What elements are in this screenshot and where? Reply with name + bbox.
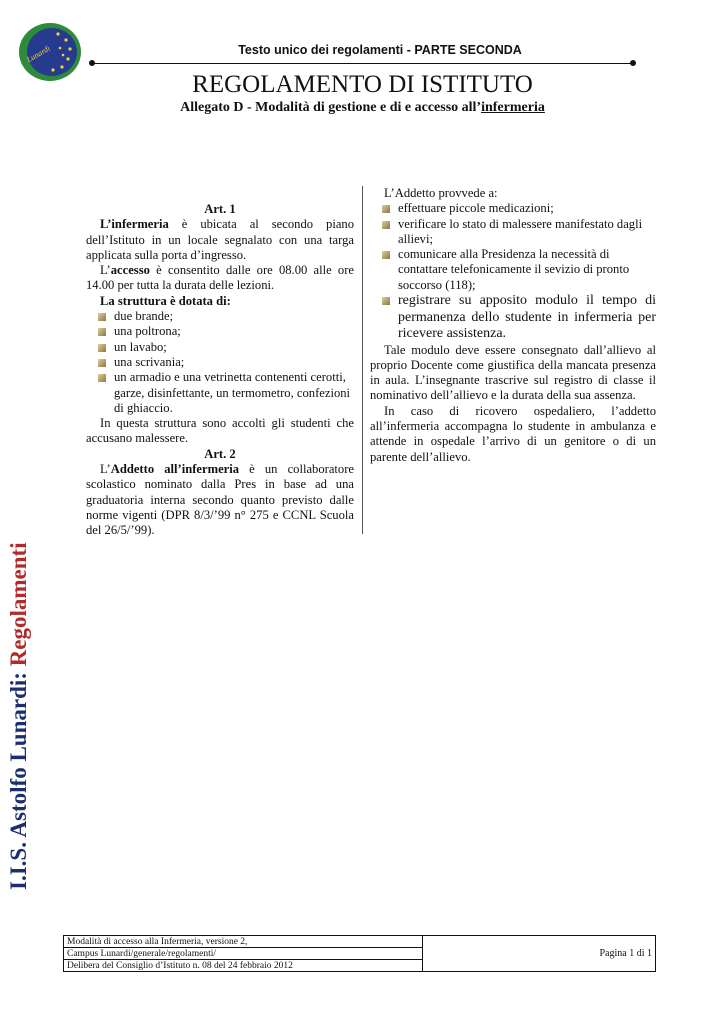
logo-text: Lunardi [25, 43, 52, 65]
list-item: un armadio e una vetrinetta contenenti cerotti, garze, disinfettante, un termometro, confezioni di ghiaccio. [86, 370, 354, 416]
list-item: registrare su apposito modulo il tempo di permanenza dello studente in infermeria per ricevere assistenza. [370, 293, 656, 343]
art2-paragraph-1: L’Addetto all’infermeria è un collaboratore scolastico nominato dalla Pres in base ad una graduatoria interna secondo quanto previsto dalle norme vigenti (DPR 8/3/’99 n° 275 e CCNL Scuola del 26/5/’99). [86, 462, 355, 538]
left-column [86, 202, 354, 539]
header-title: Testo unico dei regolamenti - PARTE SECONDA [238, 43, 522, 57]
document-title: REGOLAMENTO DI ISTITUTO [192, 71, 533, 98]
art1-heading: Art. 1 [204, 202, 236, 216]
sidebar-institute-label: I.I.S. Astolfo Lunardi: Regolamenti [6, 542, 31, 890]
list-item: comunicare alla Presidenza la necessità di contattare telefonicamente il sevizio di pronto soccorso (118); [370, 247, 656, 293]
art2-heading: Art. 2 [204, 446, 236, 461]
right-paragraph-1: Tale modulo deve essere consegnato dall’allievo al proprio Docente come giustifica della mancata presenza in aula. L’insegnante trascrive sul registro di classe il nominativo dell’allievo e la durata della sua assenza. [370, 342, 656, 403]
list-item: effettuare piccole medicazioni; [370, 201, 656, 216]
footer-line-1: Modalità di accesso alla Infermeria, versione 2, [64, 936, 423, 948]
list-item: una poltrona; [86, 324, 354, 339]
school-logo [18, 22, 82, 82]
right-column [370, 186, 656, 465]
page-number: Pagina 1 di 1 [423, 936, 656, 972]
list-item: due brande; [86, 309, 354, 324]
footer-table [63, 935, 656, 972]
art1-paragraph-1: L’infermeria è ubicata al secondo piano dell’Istituto in un locale segnalato con una targa applicata sulla porta d’ingresso. [86, 217, 354, 262]
subtitle-link: infermeria [481, 100, 545, 115]
art1-paragraph-2: L’accesso è consentito dalle ore 08.00 alle ore 14.00 per tutta la durata delle lezioni. [86, 263, 354, 293]
sidebar-section-label: Regolamenti [6, 542, 31, 667]
column-divider [362, 186, 363, 534]
list-item: verificare lo stato di malessere manifestato dagli allievi; [370, 217, 656, 248]
art1-list-heading: La struttura è dotata di: [100, 293, 231, 308]
header-rule [92, 63, 633, 64]
equipment-list [86, 309, 354, 416]
footer-line-3: Delibera del Consiglio d’Istituto n. 08 del 24 febbraio 2012 [64, 960, 423, 972]
document-subtitle: Allegato D - Modalità di gestione e di e accesso all’infermeria [180, 100, 545, 115]
footer-line-2: Campus Lunardi/generale/regolamenti/ [64, 948, 423, 960]
duties-intro: L’Addetto provvede a: [384, 186, 498, 200]
list-item: una scrivania; [86, 355, 354, 370]
list-item: un lavabo; [86, 340, 354, 355]
duties-list [370, 201, 656, 342]
right-paragraph-2: In caso di ricovero ospedaliero, l’addetto all’infermeria accompagna lo studente in ambulanza e attende in ospedale l’arrivo di un genitore o di un parente dell’allievo. [370, 403, 656, 464]
art1-paragraph-3: In questa struttura sono accolti gli studenti che accusano malessere. [86, 416, 354, 446]
